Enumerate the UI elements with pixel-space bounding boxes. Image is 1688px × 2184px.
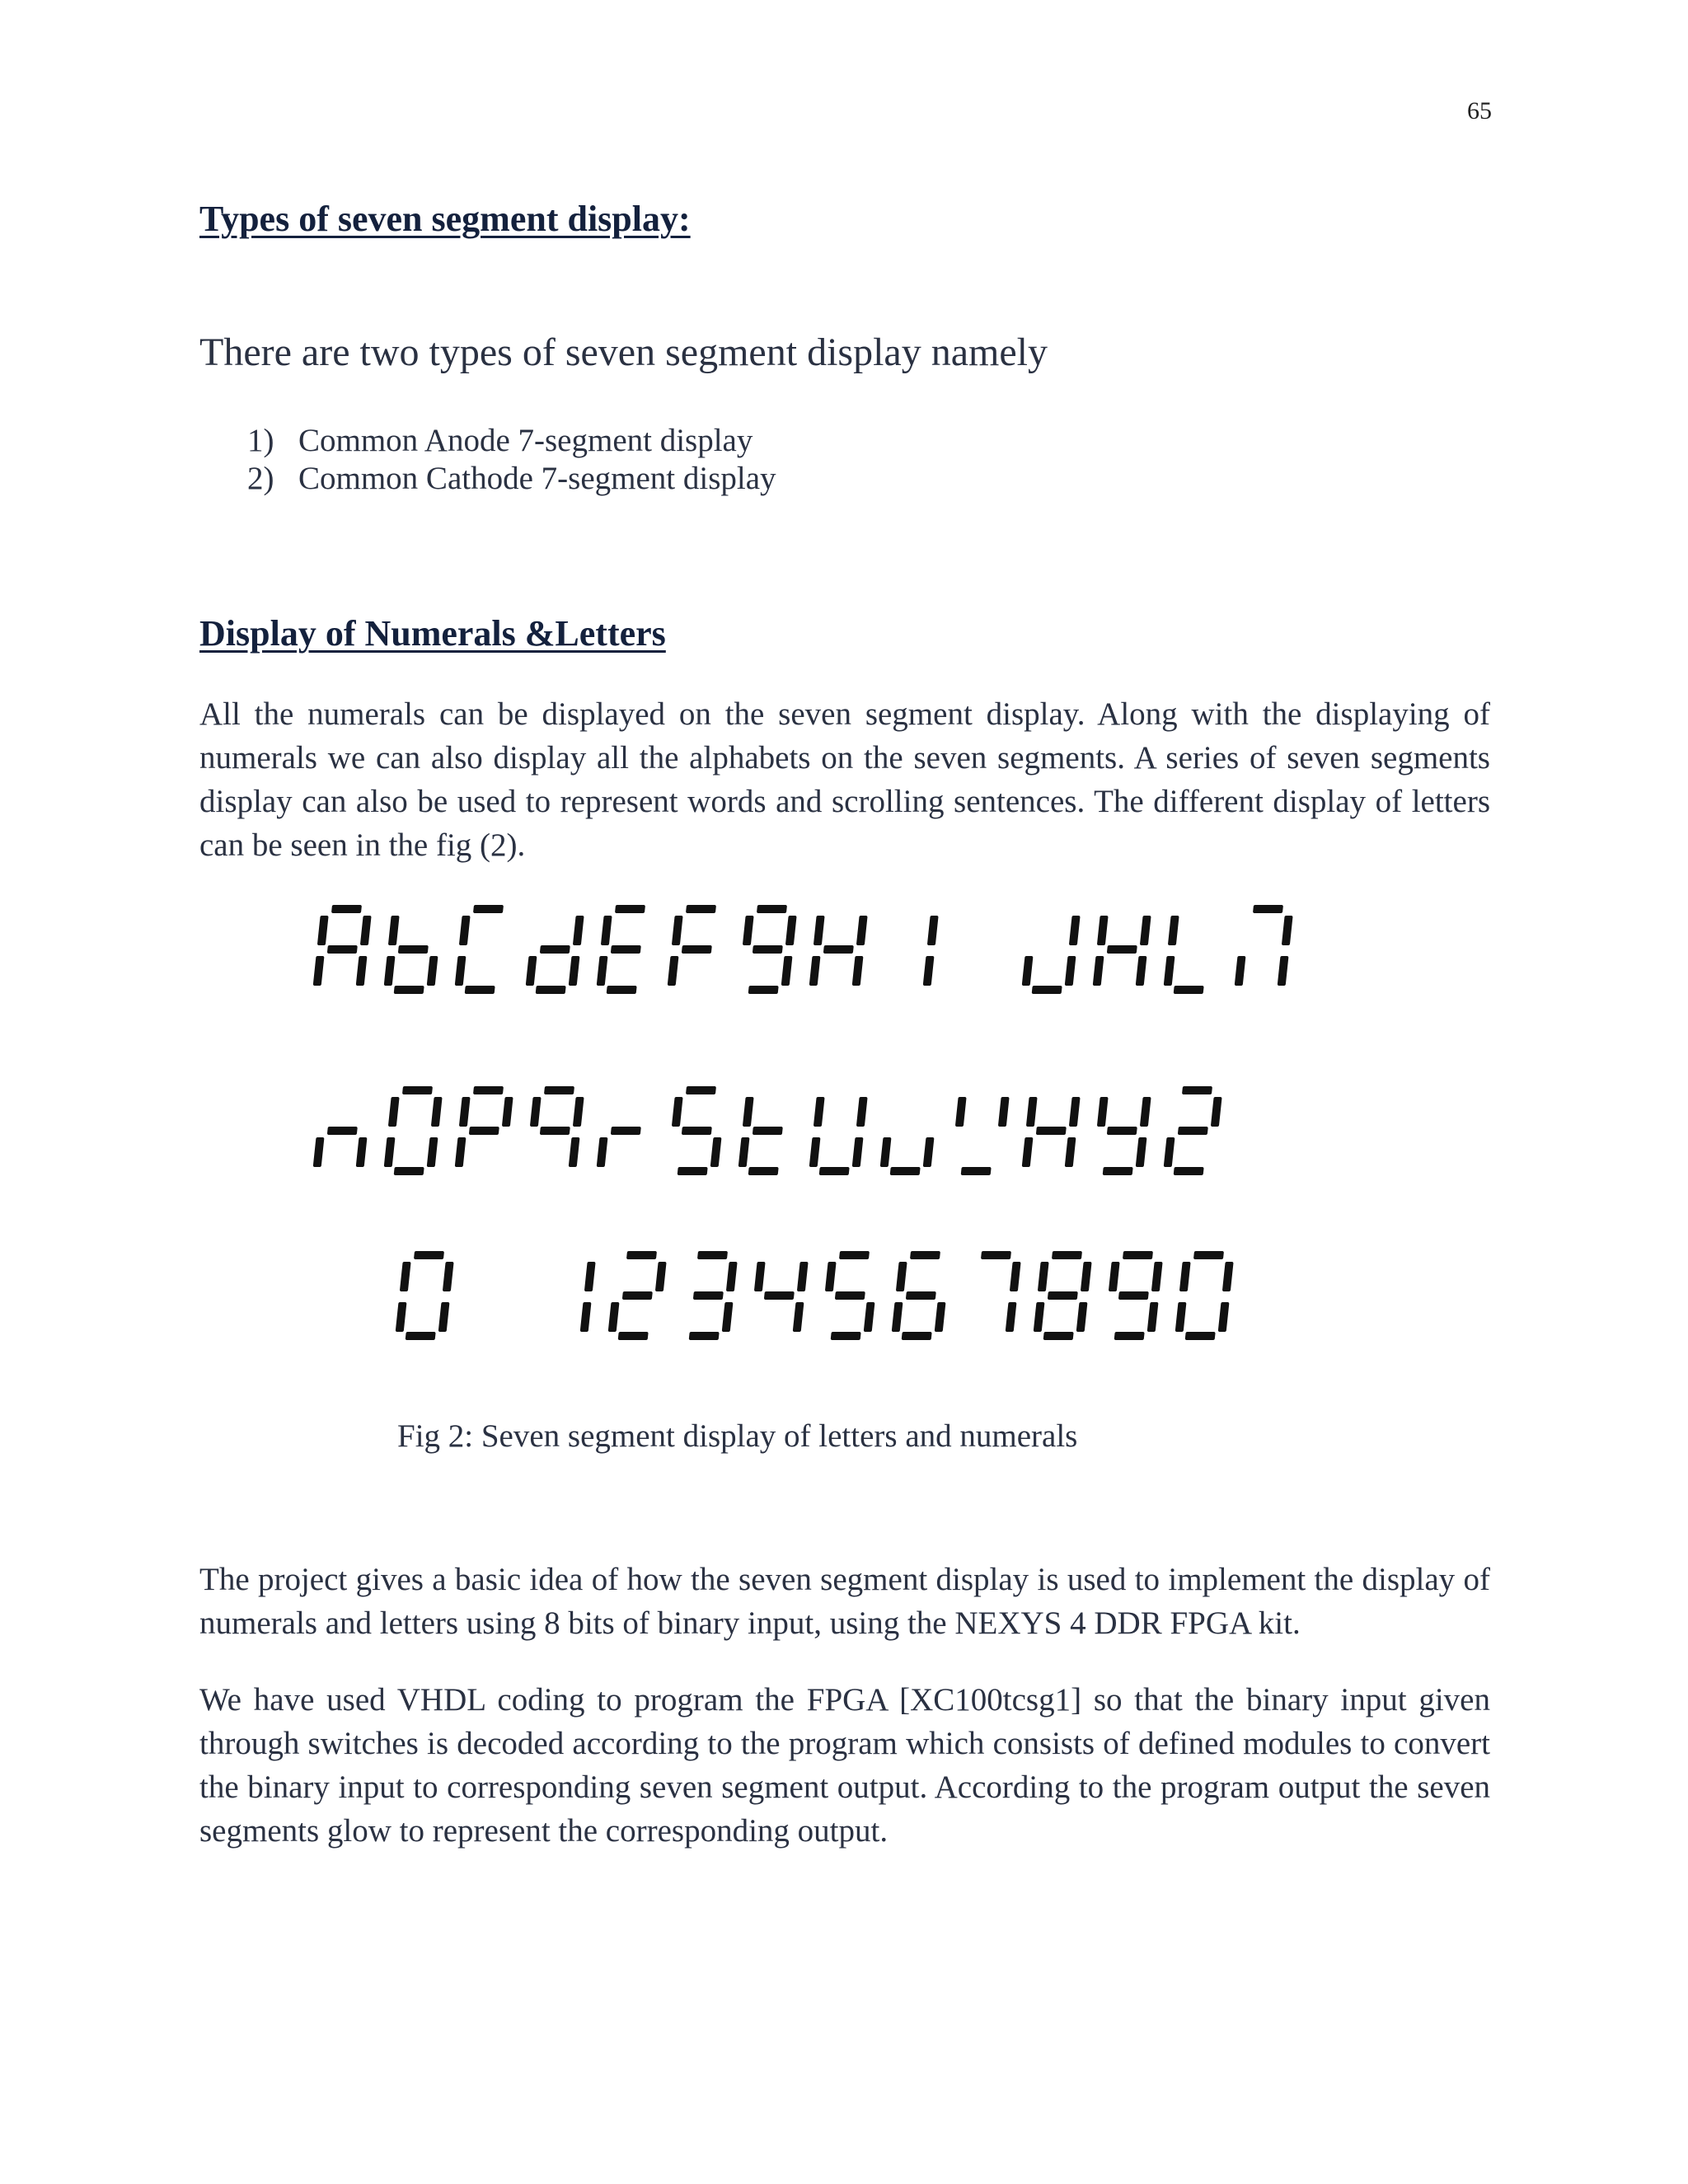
intro-text: There are two types of seven segment display namely [199, 330, 1048, 374]
seven-segment-glyph [313, 905, 372, 986]
seven-segment-glyph [384, 1086, 443, 1175]
seven-segment-glyph [809, 1097, 868, 1175]
paragraph-numerals: All the numerals can be displayed on the seven segment display. Along with the displaying of numerals we can also display all the alphabets on the seven segments. A series of seven segments display can also be used to represent words and scrolling sentences. The different display of letters can be seen in the fig (2). [199, 696, 1490, 863]
seven-segment-glyph [1164, 916, 1204, 994]
seven-segment-glyph [608, 1251, 667, 1340]
seven-segment-glyph [1235, 905, 1293, 986]
list-item-text: Common Anode 7-segment display [298, 423, 753, 458]
seven-segment-glyph [1175, 1251, 1234, 1340]
list-item-number: 2) [247, 461, 274, 496]
figure-caption: Fig 2: Seven segment display of letters and numerals [397, 1418, 1078, 1454]
seven-segment-glyph [1022, 1097, 1081, 1167]
seven-segment-glyph [313, 1127, 368, 1167]
list-item [247, 460, 776, 498]
seven-segment-glyph [1093, 916, 1151, 986]
seven-segment-glyph [738, 1097, 783, 1175]
seven-segment-glyph [1097, 1097, 1151, 1175]
seven-segment-glyph [1164, 1086, 1222, 1175]
seven-segment-glyph [1022, 916, 1081, 994]
seven-segment-glyph [672, 1086, 722, 1175]
list-item [247, 422, 776, 460]
seven-segment-glyph [923, 916, 939, 986]
display-types-list [247, 422, 776, 498]
section-heading-types: Types of seven segment display: [199, 199, 691, 239]
seven-segment-glyph [384, 916, 438, 994]
paragraph-vhdl: We have used VHDL coding to program the FPGA [XC100tcsg1] so that the binary input given through switches is decoded according to the program which consists of defined modules to convert the binary input to corresponding seven segment output. According to the program output the seven segments glow to represent the corresponding output. [199, 1682, 1490, 1849]
seven-segment-glyph [580, 1262, 596, 1332]
seven-segment-glyph [597, 1127, 641, 1167]
seven-segment-glyph [455, 905, 504, 994]
seven-segment-glyph [1034, 1251, 1092, 1340]
seven-segment-glyph [955, 1097, 1010, 1175]
seven-segment-glyph [597, 905, 645, 994]
seven-segment-figure [305, 905, 1294, 1383]
seven-segment-glyph [455, 1086, 513, 1167]
seven-segment-glyph [396, 1251, 454, 1340]
seven-segment-glyph [754, 1262, 809, 1332]
seven-segment-glyph [1109, 1251, 1163, 1340]
seven-segment-glyph [743, 905, 797, 994]
seven-segment-glyph [880, 1137, 935, 1175]
seven-segment-glyph [981, 1251, 1021, 1332]
seven-segment-glyph [530, 1086, 584, 1167]
seven-segment-glyph [809, 916, 868, 986]
list-item-number: 1) [247, 423, 274, 458]
paragraph-project: The project gives a basic idea of how the seven segment display is used to implement the display of numerals and letters using 8 bits of binary input, using the NEXYS 4 DDR FPGA kit. [199, 1562, 1490, 1641]
section-heading-numerals-letters: Display of Numerals &Letters [199, 613, 666, 654]
seven-segment-glyph [825, 1251, 875, 1340]
list-item-text: Common Cathode 7-segment display [298, 461, 776, 496]
seven-segment-glyph [668, 905, 716, 986]
seven-segment-glyph [526, 916, 584, 994]
page-number: 65 [1467, 97, 1492, 124]
seven-segment-glyph [892, 1251, 946, 1340]
seven-segment-glyph [689, 1251, 738, 1340]
